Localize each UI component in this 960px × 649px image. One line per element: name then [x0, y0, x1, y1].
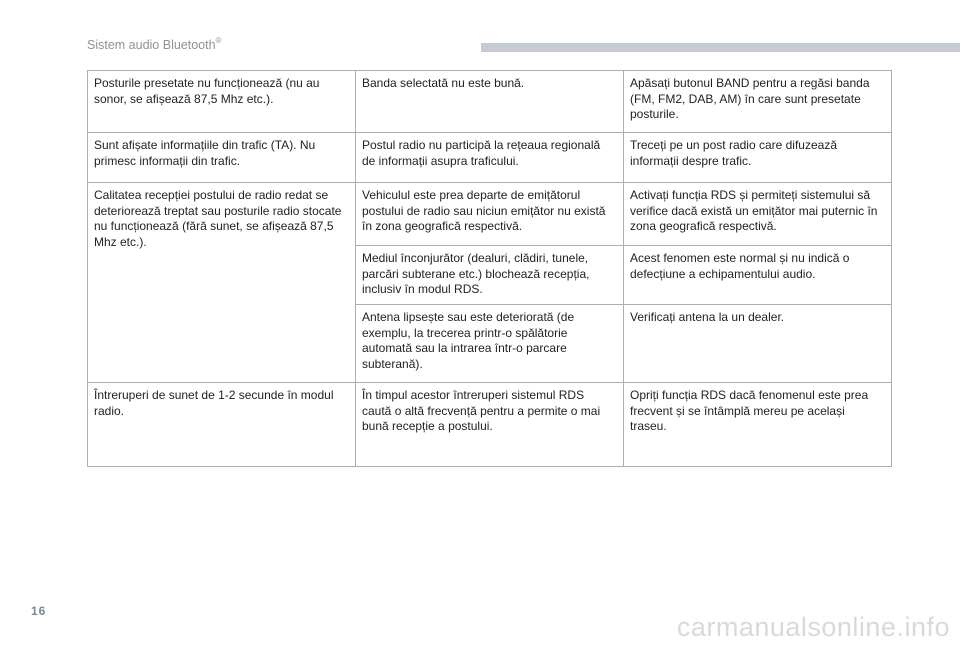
table-row — [88, 133, 892, 183]
question-cell: Posturile presetate nu funcționează (nu au sonor, se afișează 87,5 Mhz etc.). — [88, 71, 356, 133]
solution-cell: Opriți funcția RDS dacă fenomenul este prea frecvent și se întâmplă mereu pe același traseu. — [624, 383, 892, 467]
solution-cell: Activați funcția RDS și permiteți sistemului să verifice dacă există un emițător mai puternic în zona geografică respectivă. — [624, 183, 892, 246]
troubleshooting-table — [87, 70, 892, 467]
page-number: 16 — [31, 604, 47, 618]
solution-cell: Apăsați butonul BAND pentru a regăsi banda (FM, FM2, DAB, AM) în care sunt presetate posturile. — [624, 71, 892, 133]
cause-cell: În timpul acestor întreruperi sistemul RDS caută o altă frecvență pentru a permite o mai bună recepție a postului. — [356, 383, 624, 467]
watermark-logo: carmanualsonline.info — [676, 612, 950, 642]
header-title-text: Sistem audio Bluetooth — [87, 38, 216, 52]
table-row — [88, 383, 892, 467]
table-row — [88, 71, 892, 133]
question-cell: Calitatea recepției postului de radio redat se deteriorează treptat sau posturile radio stocate nu funcționează (fără sunet, se afișează 87,5 Mhz etc.). — [88, 183, 356, 383]
page-header-title — [87, 38, 221, 52]
solution-cell: Treceți pe un post radio care difuzează informații despre trafic. — [624, 133, 892, 183]
question-cell: Sunt afișate informațiile din trafic (TA). Nu primesc informații din trafic. — [88, 133, 356, 183]
cause-cell: Antena lipsește sau este deteriorată (de exemplu, la trecerea printr-o spălătorie automată sau la intrarea într-o parcare subterană). — [356, 305, 624, 383]
header-divider-bar — [481, 43, 960, 52]
cause-cell: Vehiculul este prea departe de emițătorul postului de radio sau niciun emițător nu există în zona geografică respectivă. — [356, 183, 624, 246]
cause-cell: Postul radio nu participă la rețeaua regională de informații asupra traficului. — [356, 133, 624, 183]
question-cell: Întreruperi de sunet de 1-2 secunde în modul radio. — [88, 383, 356, 467]
cause-cell: Banda selectată nu este bună. — [356, 71, 624, 133]
cause-cell: Mediul înconjurător (dealuri, clădiri, tunele, parcări subterane etc.) blochează recepția, inclusiv în modul RDS. — [356, 246, 624, 305]
solution-cell: Acest fenomen este normal și nu indică o defecțiune a echipamentului audio. — [624, 246, 892, 305]
solution-cell: Verificați antena la un dealer. — [624, 305, 892, 383]
table-row — [88, 183, 892, 246]
registered-mark: ® — [215, 36, 222, 45]
